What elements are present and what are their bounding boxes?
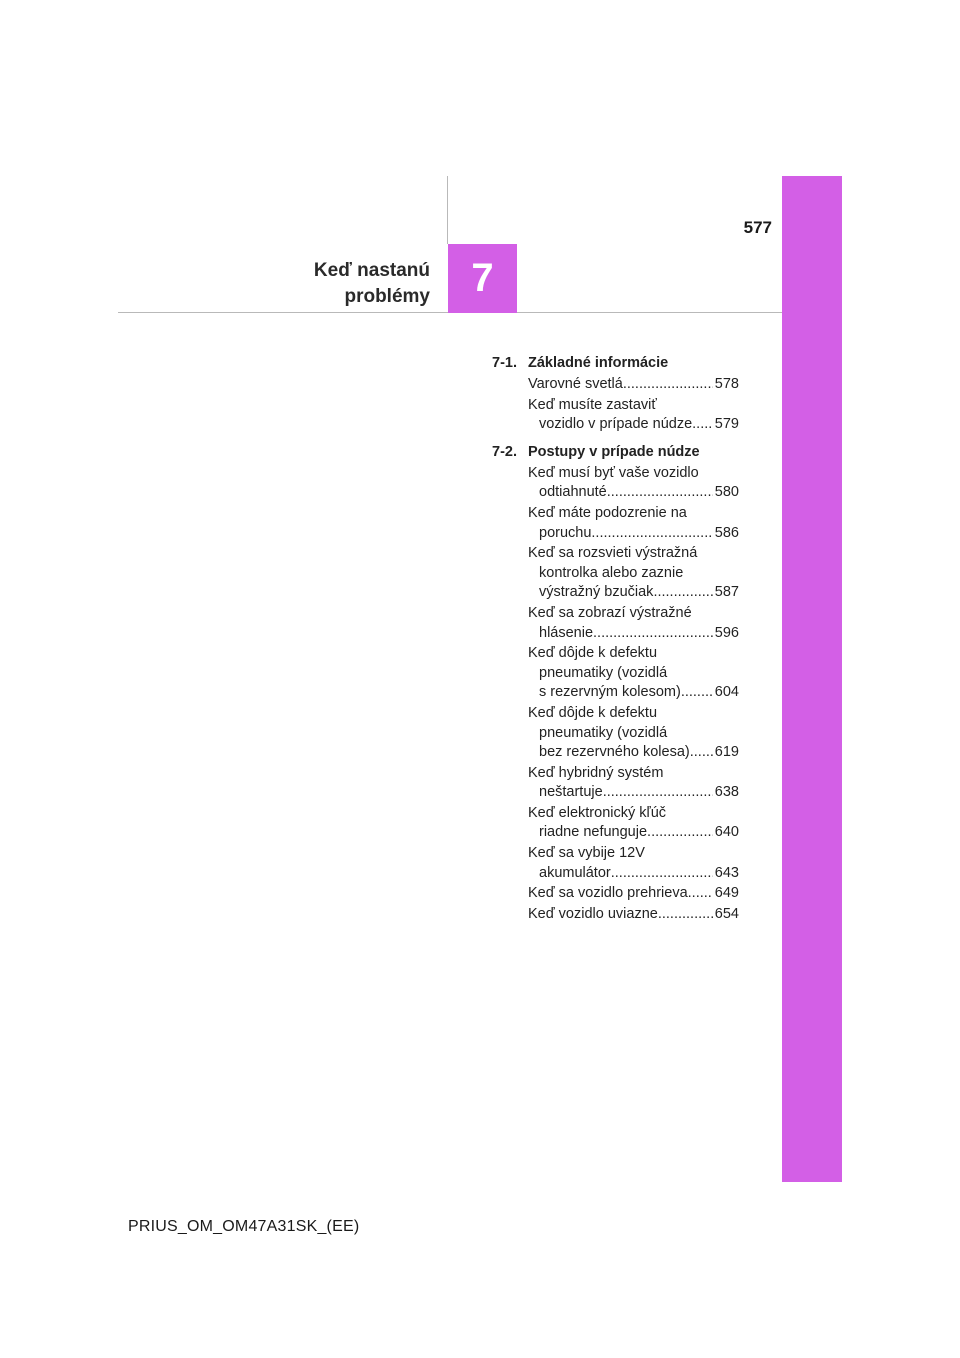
toc-section-title: Postupy v prípade núdze	[528, 443, 700, 460]
toc-entry-text: Keď vozidlo uviazne	[528, 905, 658, 922]
toc-entry-last-line	[528, 415, 739, 435]
page-number: 577	[743, 218, 772, 237]
toc-entry-text: výstražný bzučiak	[539, 584, 654, 601]
toc-leader-dots	[611, 864, 713, 884]
toc-entry[interactable]	[528, 464, 739, 503]
toc-leader-dots	[692, 415, 713, 435]
toc-leader-dots	[681, 683, 713, 703]
toc-entry-text: Keď sa vozidlo prehrieva	[528, 885, 688, 902]
toc-entry[interactable]	[528, 704, 739, 763]
toc-leader-dots	[658, 905, 713, 925]
toc-entry-last-line	[528, 823, 739, 843]
toc-entry-line: Keď sa rozsvieti výstražná	[528, 545, 698, 562]
toc-entry-last-line	[528, 743, 739, 763]
toc-page-number: 643	[714, 864, 739, 881]
toc-page-number: 578	[714, 376, 739, 392]
toc-entry-line: Keď hybridný systém	[528, 764, 664, 781]
chapter-title-line1: Keď nastanú	[313, 260, 430, 281]
toc-entry-last-line	[528, 624, 739, 644]
toc-entry[interactable]	[528, 396, 739, 435]
toc-leader-dots	[647, 823, 713, 843]
toc-entry-text: akumulátor	[539, 864, 611, 881]
toc-leader-dots	[603, 783, 713, 803]
toc-entry-text: riadne nefunguje	[539, 824, 648, 841]
toc-entry-line: Keď dôjde k defektu	[528, 645, 658, 662]
toc-entry-line: Keď sa zobrazí výstražné	[528, 604, 692, 621]
toc-entry-text: bez rezervného kolesa)	[539, 744, 690, 761]
toc-entry-last-line	[528, 905, 739, 925]
toc-leader-dots	[623, 375, 713, 395]
toc-entry[interactable]	[528, 844, 739, 883]
toc-page-number: 640	[714, 824, 739, 841]
toc-entry[interactable]	[528, 504, 739, 543]
toc-page-number: 604	[714, 684, 739, 701]
toc-page-number: 586	[714, 524, 739, 541]
toc-page-number: 619	[714, 744, 739, 761]
toc-entry[interactable]	[528, 544, 739, 603]
toc-entry-last-line	[528, 683, 739, 703]
toc-entry-line: pneumatiky (vozidlá	[539, 724, 668, 741]
toc-entry-last-line	[528, 375, 739, 395]
table-of-contents	[492, 354, 739, 924]
chapter-number: 7	[471, 256, 494, 300]
toc-entry-last-line	[528, 583, 739, 603]
toc-entry-line: kontrolka alebo zaznie	[539, 564, 684, 581]
toc-entry-last-line	[528, 783, 739, 803]
chapter-number-box	[448, 244, 517, 313]
toc-entry[interactable]	[528, 804, 739, 843]
toc-section-heading	[492, 354, 739, 373]
toc-section-title: Základné informácie	[528, 355, 669, 371]
toc-page-number: 580	[714, 484, 739, 501]
toc-entry-line: Keď máte podozrenie na	[528, 504, 687, 521]
toc-entry-last-line	[528, 884, 739, 904]
toc-entry-text: Varovné svetlá	[528, 376, 623, 392]
toc-page-number: 587	[714, 584, 739, 601]
toc-page-number: 579	[714, 416, 739, 433]
toc-entry-text: neštartuje	[539, 784, 603, 801]
toc-entry[interactable]	[528, 375, 739, 395]
toc-entry[interactable]	[528, 884, 739, 904]
toc-entry-line: Keď dôjde k defektu	[528, 704, 658, 721]
toc-entry[interactable]	[528, 604, 739, 643]
toc-entry-text: odtiahnuté	[539, 484, 607, 501]
toc-entry[interactable]	[528, 905, 739, 925]
chapter-side-tab	[782, 176, 842, 1182]
toc-entry-text: hlásenie	[539, 624, 594, 641]
toc-page-number: 596	[714, 624, 739, 641]
toc-leader-dots	[688, 884, 713, 904]
toc-leader-dots	[591, 524, 712, 544]
footer-doc-id: PRIUS_OM_OM47A31SK_(EE)	[128, 1218, 360, 1235]
toc-entry-line: Keď elektronický kľúč	[528, 804, 667, 821]
toc-section-number: 7-2.	[492, 443, 517, 460]
toc-entry-line: Keď sa vybije 12V	[528, 845, 645, 862]
toc-entry-text: vozidlo v prípade núdze	[539, 416, 693, 433]
toc-entry-line: Keď musí byť vaše vozidlo	[528, 464, 699, 481]
toc-entry[interactable]	[528, 764, 739, 803]
toc-entry-line: pneumatiky (vozidlá	[539, 664, 668, 681]
toc-page-number: 649	[714, 885, 739, 902]
toc-entry-last-line	[528, 524, 739, 544]
chapter-title-line2: problémy	[344, 286, 430, 307]
toc-leader-dots	[690, 743, 713, 763]
toc-page-number: 638	[714, 784, 739, 801]
chapter-title	[314, 258, 430, 310]
toc-leader-dots	[653, 583, 712, 603]
toc-section-heading	[492, 443, 739, 462]
toc-entry-line: Keď musíte zastaviť	[528, 396, 657, 413]
toc-leader-dots	[607, 483, 713, 503]
toc-page-number: 654	[714, 905, 739, 922]
toc-entry-text: s rezervným kolesom)	[539, 684, 681, 701]
header-vertical-rule	[447, 176, 448, 244]
toc-entry[interactable]	[528, 644, 739, 703]
toc-leader-dots	[593, 624, 713, 644]
toc-entry-last-line	[528, 864, 739, 884]
toc-section-number: 7-1.	[492, 355, 517, 371]
toc-entry-last-line	[528, 483, 739, 503]
toc-entry-text: poruchu	[539, 524, 592, 541]
